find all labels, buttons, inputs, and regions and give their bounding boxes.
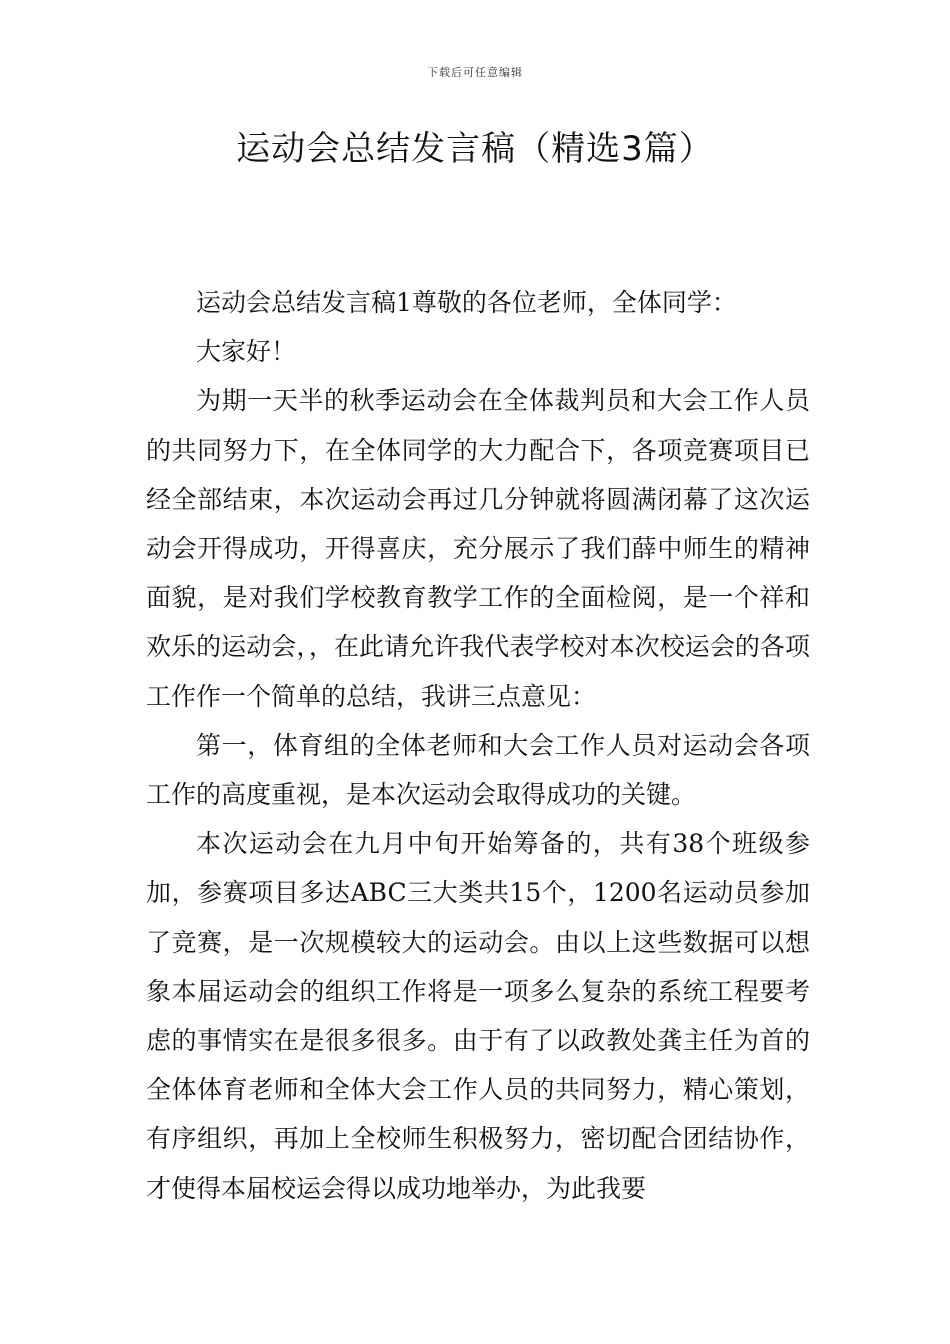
paragraph-greeting-line: 运动会总结发言稿1尊敬的各位老师，全体同学： — [196, 288, 737, 317]
paragraph-point-one: 第一，体育组的全体老师和大会工作人员对运动会各项工作的高度重视，是本次运动会取得成功的关键。 — [146, 730, 810, 810]
document-title: 运动会总结发言稿（精选3篇） — [236, 129, 714, 169]
document-body — [146, 278, 810, 1213]
paragraph-opening: 为期一天半的秋季运动会在全体裁判员和大会工作人员的共同努力下，在全体同学的大力配合下，各项竞赛项目已经全部结束，本次运动会再过几分钟就将圆满闭幕了这次运动会开得成功，开得喜庆，充分展示了我们薛中师生的精神面貌，是对我们学校教育教学工作的全面检阅，是一个祥和欢乐的运动会，，在此请允许我代表学校对本次校运会的各项工作作一个简单的总结，我讲三点意见： — [146, 386, 810, 711]
paragraph-salutation: 大家好！ — [196, 337, 297, 367]
header-note: 下载后可任意编辑 — [427, 66, 523, 79]
paragraph-details: 本次运动会在九月中旬开始筹备的，共有38个班级参加，参赛项目多达ABC三大类共15个，1200名运动员参加了竞赛，是一次规模较大的运动会。由以上这些数据可以想象本届运动会的组织工作将是一项多么复杂的系统工程要考虑的事情实在是很多很多。由于有了以政教处龚主任为首的全体体育老师和全体大会工作人员的共同努力，精心策划，有序组织，再加上全校师生积极努力，密切配合团结协作，才使得本届校运会得以成功地举办，为此我要 — [146, 829, 810, 1203]
